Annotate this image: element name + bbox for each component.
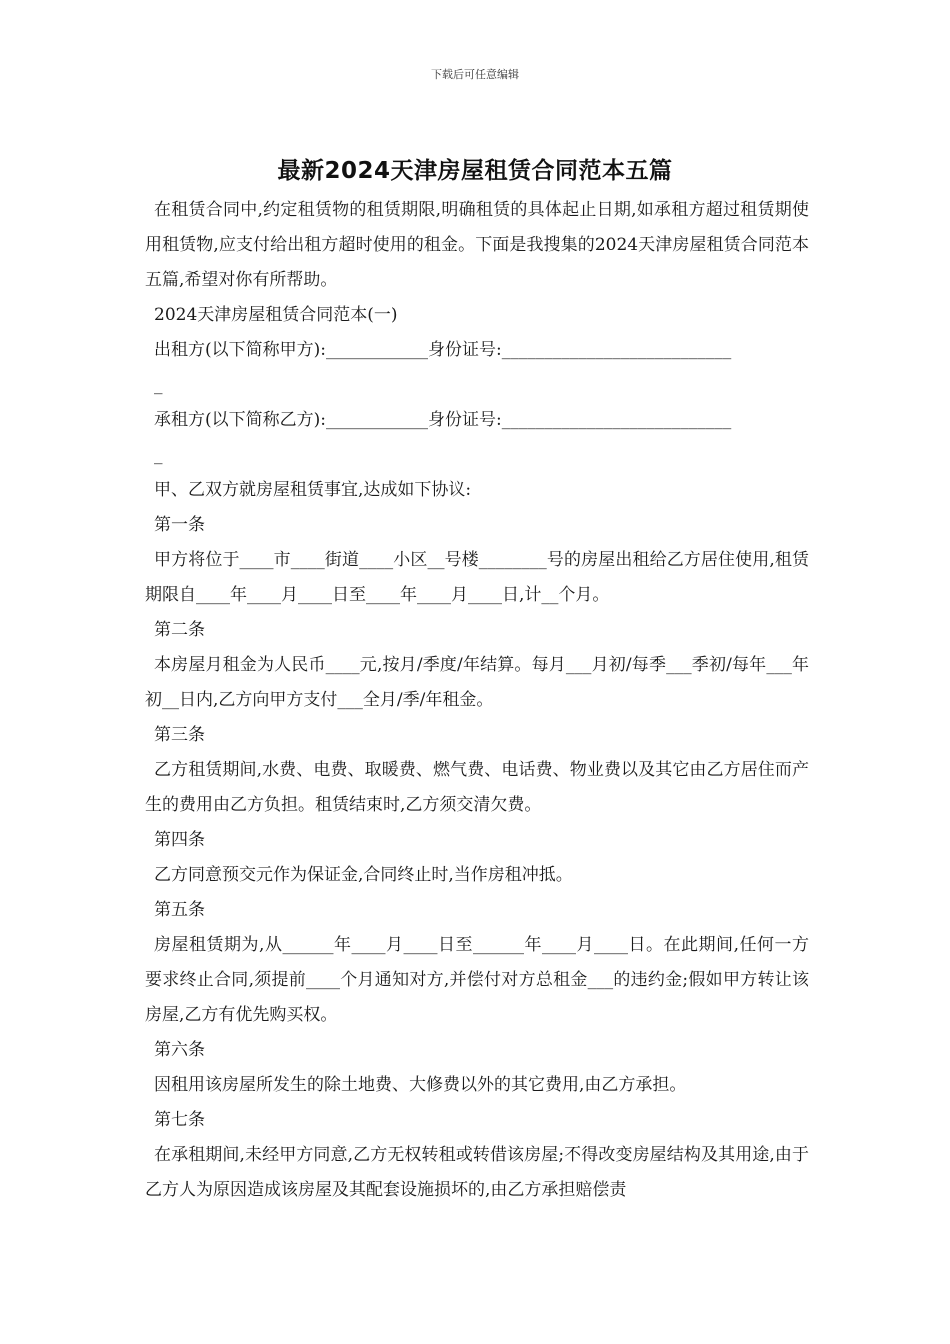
lessor-line-overflow: _	[154, 375, 163, 395]
article-body-3: 乙方租赁期间,水费、电费、取暖费、燃气费、电话费、物业费以及其它由乙方居住而产生的费用由乙方负担。租赁结束时,乙方须交清欠费。	[145, 760, 809, 815]
article-body-6: 因租用该房屋所发生的除土地费、大修费以外的其它费用,由乙方承担。	[154, 1075, 687, 1095]
article-body-5: 房屋租赁期为,从______年____月____日至______年____月____日。在此期间,任何一方要求终止合同,须提前____个月通知对方,并偿付对方总租金___的违约金;假如甲方转让该房屋,乙方有优先购买权。	[145, 935, 809, 1025]
article-heading-3: 第三条	[154, 725, 205, 745]
lessee-line: 承租方(以下简称乙方):____________身份证号:___________________________	[154, 410, 732, 430]
section-heading: 2024天津房屋租赁合同范本(一)	[154, 305, 398, 325]
article-body-1: 甲方将位于____市____街道____小区__号楼________号的房屋出租给乙方居住使用,租赁期限自____年____月____日至____年____月____日,计__个月。	[145, 550, 809, 605]
article-body-7: 在承租期间,未经甲方同意,乙方无权转租或转借该房屋;不得改变房屋结构及其用途,由于乙方人为原因造成该房屋及其配套设施损坏的,由乙方承担赔偿责	[145, 1145, 809, 1200]
document-body	[145, 193, 809, 1208]
article-heading-1: 第一条	[154, 515, 205, 535]
article-heading-6: 第六条	[154, 1040, 205, 1060]
article-heading-2: 第二条	[154, 620, 205, 640]
article-body-4: 乙方同意预交元作为保证金,合同终止时,当作房租冲抵。	[154, 865, 573, 885]
lessor-line: 出租方(以下简称甲方):____________身份证号:___________________________	[154, 340, 732, 360]
agreement-intro: 甲、乙双方就房屋租赁事宜,达成如下协议:	[154, 480, 472, 500]
article-body-2: 本房屋月租金为人民币____元,按月/季度/年结算。每月___月初/每季___季初/每年___年初__日内,乙方向甲方支付___全月/季/年租金。	[145, 655, 809, 710]
article-heading-4: 第四条	[154, 830, 205, 850]
intro-paragraph: 在租赁合同中,约定租赁物的租赁期限,明确租赁的具体起止日期,如承租方超过租赁期使用租赁物,应支付给出租方超时使用的租金。下面是我搜集的2024天津房屋租赁合同范本五篇,希望对你有所帮助。	[145, 200, 809, 290]
document-title: 最新2024天津房屋租赁合同范本五篇	[277, 158, 673, 184]
lessee-line-overflow: _	[154, 445, 163, 465]
header-note: 下载后可任意编辑	[431, 68, 519, 81]
article-heading-5: 第五条	[154, 900, 205, 920]
article-heading-7: 第七条	[154, 1110, 205, 1130]
